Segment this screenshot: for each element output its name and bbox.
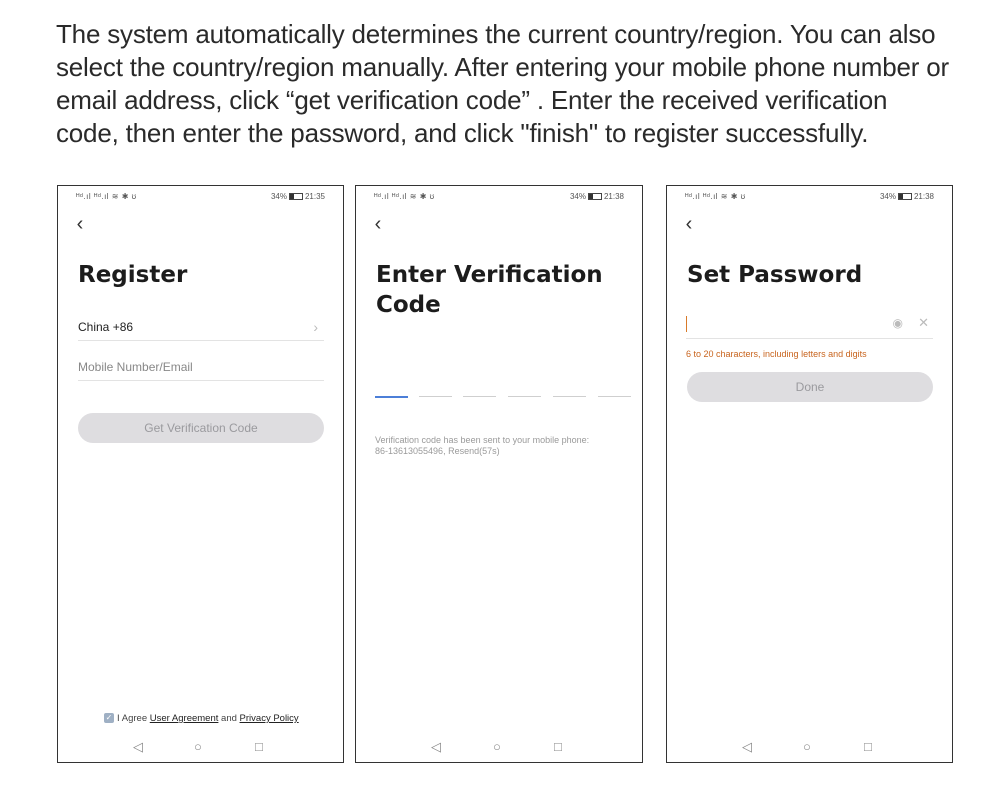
- text-caret: [686, 316, 687, 332]
- nav-recent-icon[interactable]: □: [554, 739, 562, 754]
- page-title: Set Password: [687, 262, 863, 288]
- page-title: Enter Verification Code: [376, 262, 603, 318]
- battery-percent: 34%: [569, 192, 586, 201]
- nav-home-icon[interactable]: ○: [194, 739, 202, 754]
- chevron-left-icon[interactable]: ‹: [374, 213, 382, 235]
- battery-icon: [898, 193, 912, 200]
- nav-recent-icon[interactable]: □: [255, 739, 263, 754]
- password-hint: 6 to 20 characters, including letters and digits: [686, 349, 867, 359]
- hint-line-1: Verification code has been sent to your mobile phone:: [375, 435, 590, 445]
- battery-percent: 34%: [879, 192, 896, 201]
- user-agreement-link[interactable]: User Agreement: [149, 713, 219, 724]
- instruction-line-2: select the country/region manually. After entering your mobile phone number or: [56, 52, 949, 82]
- nav-back-icon[interactable]: ◁: [133, 739, 143, 754]
- battery-icon: [289, 193, 303, 200]
- code-digit-4[interactable]: [508, 396, 541, 397]
- status-bar: [76, 192, 325, 204]
- country-value: China +86: [78, 320, 134, 334]
- status-bar: [374, 192, 624, 204]
- password-input[interactable]: [686, 312, 933, 339]
- clock: 21:38: [913, 192, 934, 201]
- register-screen: [57, 185, 344, 763]
- code-digit-5[interactable]: [553, 396, 586, 397]
- eye-icon[interactable]: ◉: [892, 316, 903, 330]
- system-nav-bar: [356, 740, 642, 754]
- chevron-left-icon[interactable]: ‹: [76, 213, 84, 235]
- chevron-left-icon[interactable]: ‹: [685, 213, 693, 235]
- instruction-line-4: code, then enter the password, and click "finish" to register successfully.: [56, 118, 869, 148]
- signal-icons: ᴴᵈ.ıl ᴴᵈ.ıl ≋ ✱ ʊ: [685, 192, 746, 201]
- code-digit-1[interactable]: [375, 396, 408, 398]
- status-bar: [685, 192, 934, 204]
- instruction-line-3: email address, click “get verification code” . Enter the received verification: [56, 85, 888, 115]
- nav-back-icon[interactable]: ◁: [431, 739, 441, 754]
- signal-icons: ᴴᵈ.ıl ᴴᵈ.ıl ≋ ✱ ʊ: [76, 192, 137, 201]
- status-right: [880, 192, 934, 201]
- nav-home-icon[interactable]: ○: [493, 739, 501, 754]
- clock: 21:35: [304, 192, 325, 201]
- mobile-email-input[interactable]: [78, 354, 324, 381]
- status-right: [271, 192, 325, 201]
- privacy-policy-link[interactable]: Privacy Policy: [239, 713, 299, 724]
- and-label: and: [221, 713, 237, 724]
- battery-percent: 34%: [270, 192, 287, 201]
- system-nav-bar: [667, 740, 952, 754]
- instruction-line-1: The system automatically determines the current country/region. You can also: [56, 19, 936, 49]
- chevron-right-icon: ›: [313, 319, 318, 335]
- done-button[interactable]: Done: [687, 372, 933, 402]
- nav-recent-icon[interactable]: □: [864, 739, 872, 754]
- get-verification-code-button[interactable]: Get Verification Code: [78, 413, 324, 443]
- clock: 21:38: [603, 192, 624, 201]
- battery-icon: [588, 193, 602, 200]
- agree-checkbox[interactable]: ✓: [105, 713, 113, 723]
- agreement-row: [104, 713, 299, 724]
- code-digit-3[interactable]: [463, 396, 496, 397]
- code-input[interactable]: [375, 396, 630, 398]
- agree-label: I Agree: [117, 713, 148, 724]
- input-placeholder: Mobile Number/Email: [78, 360, 193, 374]
- nav-back-icon[interactable]: ◁: [742, 739, 752, 754]
- signal-icons: ᴴᵈ.ıl ᴴᵈ.ıl ≋ ✱ ʊ: [374, 192, 435, 201]
- system-nav-bar: [58, 740, 343, 754]
- page-title: Register: [78, 262, 188, 288]
- code-digit-2[interactable]: [419, 396, 452, 397]
- country-selector[interactable]: [78, 314, 324, 341]
- verification-hint: [375, 435, 624, 457]
- set-password-screen: [666, 185, 953, 763]
- hint-line-2: 86-13613055496, Resend(57s): [375, 446, 500, 456]
- close-icon[interactable]: ✕: [918, 315, 929, 330]
- verification-screen: [355, 185, 643, 763]
- code-digit-6[interactable]: [598, 396, 631, 397]
- instruction-text: [56, 18, 949, 150]
- nav-home-icon[interactable]: ○: [803, 739, 811, 754]
- status-right: [570, 192, 624, 201]
